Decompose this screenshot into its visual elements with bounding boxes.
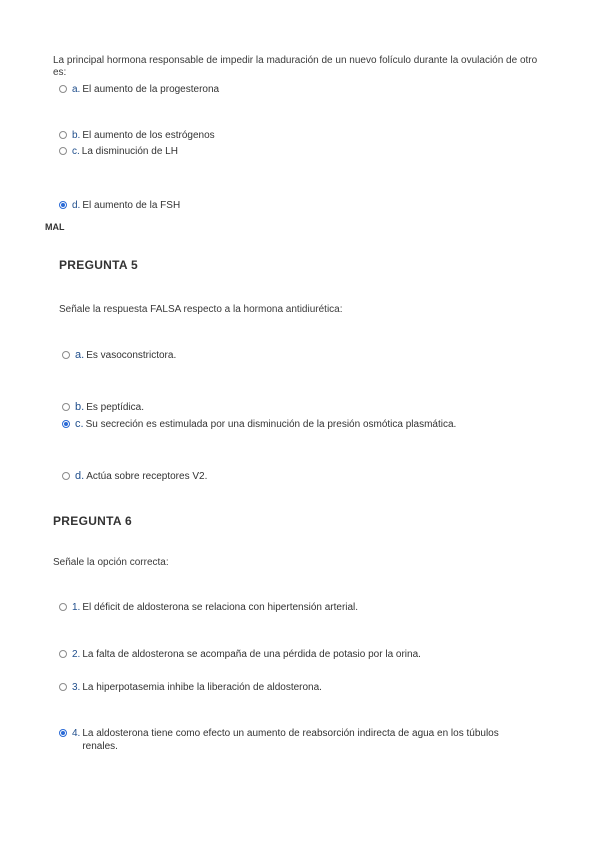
option-text: Su secreción es estimulada por una disminución de la presión osmótica plasmática.	[85, 419, 457, 430]
option-letter: c.	[75, 418, 84, 430]
radio-button[interactable]	[59, 650, 67, 658]
q4-option-c[interactable]	[59, 145, 178, 158]
option-text: Es vasoconstrictora.	[86, 350, 177, 361]
option-text: La disminución de LH	[81, 146, 178, 157]
option-letter: a.	[75, 349, 85, 361]
q4-option-d[interactable]	[59, 199, 180, 212]
q5-option-a[interactable]	[62, 349, 176, 362]
option-text: Es peptídica.	[86, 402, 144, 413]
radio-button[interactable]	[59, 683, 67, 691]
radio-button-selected[interactable]	[62, 420, 70, 428]
option-text: La falta de aldosterona se acompaña de una pérdida de potasio por la orina.	[82, 649, 421, 660]
option-letter: c.	[72, 146, 80, 157]
result-label: MAL	[45, 222, 65, 232]
option-text: El aumento de la FSH	[82, 200, 181, 211]
question-4-text: La principal hormona responsable de impedir la maduración de un nuevo folículo durante la ovulación de otro es:	[53, 55, 538, 78]
option-letter: 4.	[72, 728, 81, 739]
option-letter: 1.	[72, 602, 81, 613]
option-text: El déficit de aldosterona se relaciona con hipertensión arterial.	[82, 602, 359, 613]
q5-option-d[interactable]	[62, 470, 207, 483]
q6-option-4[interactable]	[59, 727, 534, 753]
radio-button[interactable]	[59, 147, 67, 155]
option-text: El aumento de los estrógenos	[82, 130, 215, 141]
radio-button-selected[interactable]	[59, 201, 67, 209]
q4-option-b[interactable]	[59, 129, 215, 142]
option-text: Actúa sobre receptores V2.	[86, 471, 208, 482]
q4-option-a[interactable]	[59, 83, 219, 96]
q6-option-1[interactable]	[59, 601, 358, 614]
question-6-text: Señale la opción correcta:	[53, 557, 169, 568]
option-text: La aldosterona tiene como efecto un aumento de reabsorción indirecta de agua en los túbulos renales.	[82, 728, 499, 752]
question-5-text: Señale la respuesta FALSA respecto a la hormona antidiurética:	[59, 304, 343, 315]
option-text: El aumento de la progesterona	[82, 84, 220, 95]
option-letter: 2.	[72, 649, 81, 660]
question-6-heading: PREGUNTA 6	[53, 514, 133, 528]
q6-option-2[interactable]	[59, 648, 421, 661]
q6-option-3[interactable]	[59, 681, 322, 694]
question-5-heading: PREGUNTA 5	[59, 258, 139, 272]
option-letter: d.	[75, 470, 85, 482]
radio-button[interactable]	[59, 603, 67, 611]
q5-option-b[interactable]	[62, 401, 144, 414]
option-letter: b.	[75, 401, 85, 413]
option-letter: d.	[72, 200, 81, 211]
radio-button-selected[interactable]	[59, 729, 67, 737]
q5-option-c[interactable]	[62, 418, 456, 431]
radio-button[interactable]	[59, 85, 67, 93]
option-text: La hiperpotasemia inhibe la liberación de aldosterona.	[82, 682, 322, 693]
radio-button[interactable]	[62, 403, 70, 411]
option-letter: 3.	[72, 682, 81, 693]
option-letter: a.	[72, 84, 81, 95]
radio-button[interactable]	[62, 472, 70, 480]
option-letter: b.	[72, 130, 81, 141]
radio-button[interactable]	[59, 131, 67, 139]
radio-button[interactable]	[62, 351, 70, 359]
